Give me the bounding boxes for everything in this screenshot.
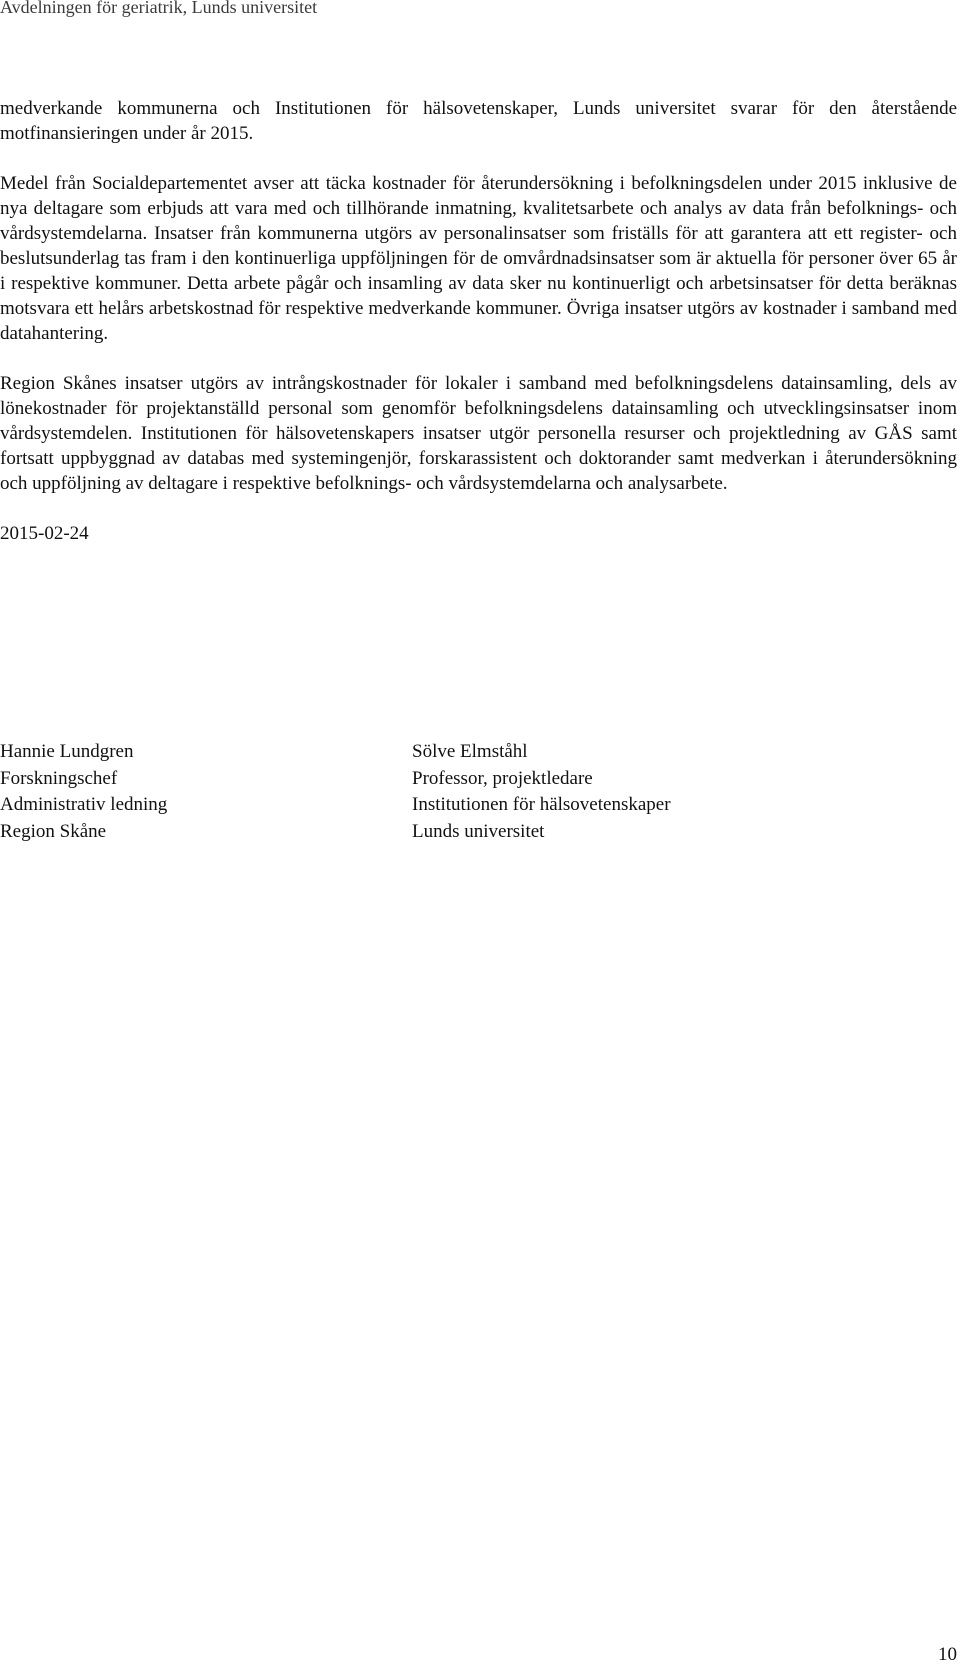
running-header: Avdelningen för geriatrik, Lunds universitet — [0, 0, 318, 17]
paragraph-region-contribution: Region Skånes insatser utgörs av intrångskostnader för lokaler i samband med befolkningsdelens datainsamling, dels av lönekostnader för projektanställd personal som genomför befolkningsdelens datainsamling och utvecklingsinsatser inom vårdsystemdelen. Institutionen för hälsovetenskapers insatser utgör personella resurser och projektledning av GÅS samt fortsatt uppbyggnad av databas med systemingenjör, forskarassistent och doktorander samt medverkan i återundersökning och uppföljning av deltagare i respektive befolknings- och vårdsystemdelarna och analysarbete. — [0, 373, 957, 494]
signatory-organization: Lunds universitet — [412, 820, 545, 842]
paragraph-funding-details: Medel från Socialdepartementet avser att täcka kostnader för återundersökning i befolkningsdelen under 2015 inklusive de nya deltagare som erbjuds att vara med och tillhörande inmatning, kvalitetsarbete och analys av data från befolknings- och vårdsystemdelarna. Insatser från kommunerna utgörs av personalinsatser som friställs för att garantera att ett register- och beslutsunderlag tas fram i den kontinuerliga uppföljningen för de omvårdnadsinsatser som är aktuella för personer över 65 år i respektive kommuner. Detta arbete pågår och insamling av data sker nu kontinuerligt och arbetsinsatser för detta beräknas motsvara ett helårs arbetskostnad för respektive medverkande kommuner. Övriga insatser utgörs av kostnader i samband med datahantering. — [0, 173, 957, 344]
signatory-name: Sölve Elmståhl — [412, 741, 528, 762]
signature-left — [0, 739, 167, 845]
signature-right — [412, 739, 671, 845]
signatory-title: Forskningschef — [0, 767, 118, 789]
page-number: 10 — [938, 1644, 957, 1665]
signatory-title: Professor, projektledare — [412, 767, 593, 789]
signatory-unit: Institutionen för hälsovetenskaper — [412, 794, 671, 815]
signatory-organization: Region Skåne — [0, 820, 107, 842]
document-date: 2015-02-24 — [0, 523, 89, 544]
paragraph-cofinancing: medverkande kommunerna och Institutionen för hälsovetenskaper, Lunds universitet svarar för den återstående motfinansieringen under år 2015. — [0, 98, 957, 144]
document-body — [0, 96, 957, 546]
signatory-unit: Administrativ ledning — [0, 794, 168, 815]
signatory-name: Hannie Lundgren — [0, 741, 134, 762]
